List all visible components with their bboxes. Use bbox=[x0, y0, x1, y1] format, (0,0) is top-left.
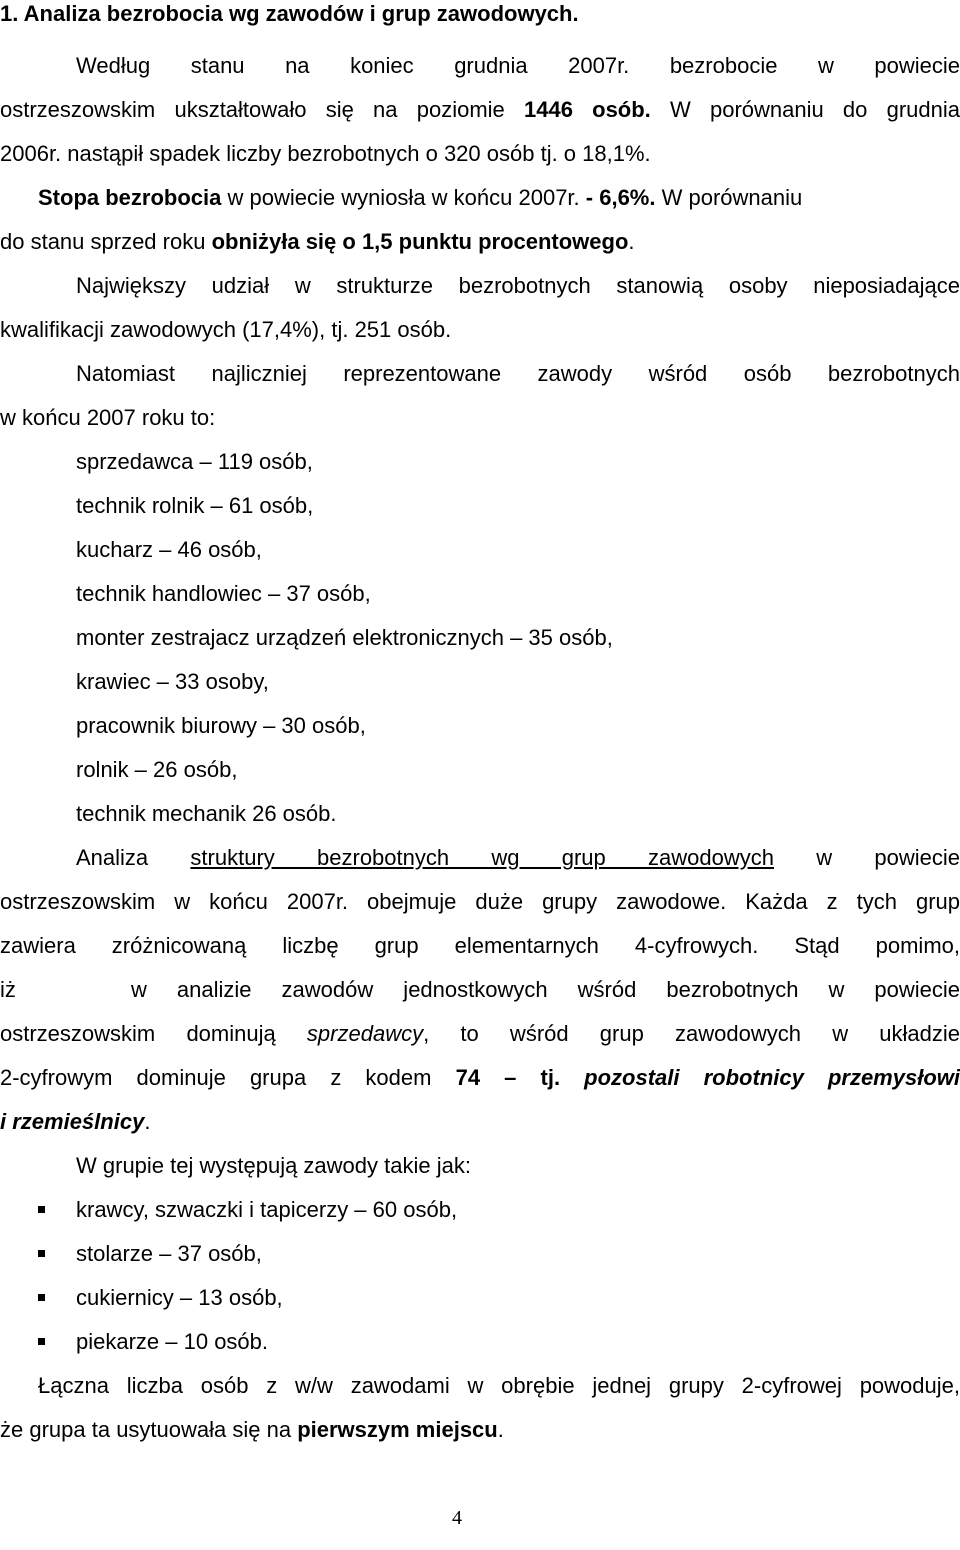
text-span: że grupa ta usytuowała się na bbox=[0, 1417, 298, 1442]
text-span: W porównaniu do grudnia bbox=[650, 97, 960, 122]
square-bullet-icon bbox=[38, 1338, 45, 1345]
occupation-item: technik mechanik 26 osób. bbox=[76, 801, 337, 826]
text-span: ostrzeszowskim dominują bbox=[0, 1021, 307, 1046]
bold-text: obniżyła się o 1,5 punktu procentowego bbox=[211, 229, 629, 254]
paragraph-line bbox=[0, 1415, 960, 1445]
bold-text: Stopa bezrobocia bbox=[38, 185, 222, 210]
text-span bbox=[560, 1065, 584, 1090]
bold-italic-text: pozostali robotnicy przemysłowi bbox=[584, 1065, 960, 1090]
paragraph-line: w końcu 2007 roku to: bbox=[0, 405, 216, 430]
text-span: iż bbox=[0, 977, 16, 1002]
paragraph-line bbox=[0, 1019, 960, 1049]
paragraph-line: zawiera zróżnicowaną liczbę grup elementarnych 4-cyfrowych. Stąd pomimo, bbox=[0, 933, 960, 958]
text-span: w powiecie wyniosła w końcu 2007r. bbox=[221, 185, 586, 210]
bold-text: - 6,6%. bbox=[585, 185, 656, 210]
paragraph-line bbox=[0, 95, 960, 125]
paragraph-line bbox=[0, 1107, 960, 1137]
occupation-item: pracownik biurowy – 30 osób, bbox=[76, 713, 366, 738]
list-item-text: piekarze – 10 osób. bbox=[76, 1329, 269, 1354]
occupation-item: technik rolnik – 61 osób, bbox=[76, 493, 314, 518]
paragraph-line: Największy udział w strukturze bezrobotnych stanowią osoby nieposiadające bbox=[76, 273, 960, 298]
text-span: 2-cyfrowym dominuje grupa z kodem bbox=[0, 1065, 456, 1090]
square-bullet-icon bbox=[38, 1250, 45, 1257]
occupation-item: krawiec – 33 osoby, bbox=[76, 669, 269, 694]
occupation-item: rolnik – 26 osób, bbox=[76, 757, 238, 782]
paragraph-line bbox=[0, 1063, 960, 1093]
text-span: do stanu sprzed roku bbox=[0, 229, 212, 254]
paragraph-line bbox=[0, 227, 960, 257]
section-heading: 1. Analiza bezrobocia wg zawodów i grup zawodowych. bbox=[0, 1, 579, 26]
text-span: w analizie zawodów jednostkowych wśród bezrobotnych w powiecie bbox=[131, 977, 960, 1002]
square-bullet-icon bbox=[38, 1294, 45, 1301]
paragraph-line bbox=[0, 843, 960, 873]
paragraph-line: Łączna liczba osób z w/w zawodami w obrębie jednej grupy 2-cyfrowej powoduje, bbox=[38, 1373, 960, 1398]
occupation-item: technik handlowiec – 37 osób, bbox=[76, 581, 371, 606]
text-span: . bbox=[497, 1417, 504, 1442]
list-item-text: cukiernicy – 13 osób, bbox=[76, 1285, 283, 1310]
underlined-text: struktury bezrobotnych wg grup zawodowych bbox=[190, 845, 774, 870]
paragraph-line: ostrzeszowskim w końcu 2007r. obejmuje duże grupy zawodowe. Każda z tych grup bbox=[0, 889, 960, 914]
text-span: . bbox=[628, 229, 635, 254]
occupation-item: sprzedawca – 119 osób, bbox=[76, 449, 313, 474]
paragraph-line bbox=[0, 183, 960, 213]
paragraph-line: 2006r. nastąpił spadek liczby bezrobotnych o 320 osób tj. o 18,1%. bbox=[0, 141, 651, 166]
text-span: W porównaniu bbox=[655, 185, 803, 210]
text-span: ostrzeszowskim ukształtowało się na poziomie bbox=[0, 97, 524, 122]
bold-text: 1446 osób. bbox=[523, 97, 651, 122]
text-span: w powiecie bbox=[773, 845, 960, 870]
text-span: Analiza bbox=[76, 845, 191, 870]
square-bullet-icon bbox=[38, 1206, 45, 1213]
bold-text: 74 – tj. bbox=[455, 1065, 561, 1090]
italic-text: sprzedawcy bbox=[306, 1021, 424, 1046]
bold-text: pierwszym miejscu bbox=[297, 1417, 498, 1442]
list-item-text: stolarze – 37 osób, bbox=[76, 1241, 262, 1266]
paragraph-line bbox=[0, 975, 960, 1005]
text-span: , to wśród grup zawodowych w układzie bbox=[423, 1021, 960, 1046]
bold-italic-text: i rzemieślnicy bbox=[0, 1109, 145, 1134]
list-item-text: krawcy, szwaczki i tapicerzy – 60 osób, bbox=[76, 1197, 458, 1222]
paragraph-line: kwalifikacji zawodowych (17,4%), tj. 251 osób. bbox=[0, 317, 452, 342]
occupation-item: monter zestrajacz urządzeń elektronicznych – 35 osób, bbox=[76, 625, 613, 650]
paragraph-line: Natomiast najliczniej reprezentowane zawody wśród osób bezrobotnych bbox=[76, 361, 960, 386]
occupation-item: kucharz – 46 osób, bbox=[76, 537, 262, 562]
paragraph-line: W grupie tej występują zawody takie jak: bbox=[76, 1153, 471, 1178]
text-span: . bbox=[144, 1109, 151, 1134]
page-number: 4 bbox=[452, 1507, 462, 1529]
paragraph-line: Według stanu na koniec grudnia 2007r. bezrobocie w powiecie bbox=[76, 53, 960, 78]
